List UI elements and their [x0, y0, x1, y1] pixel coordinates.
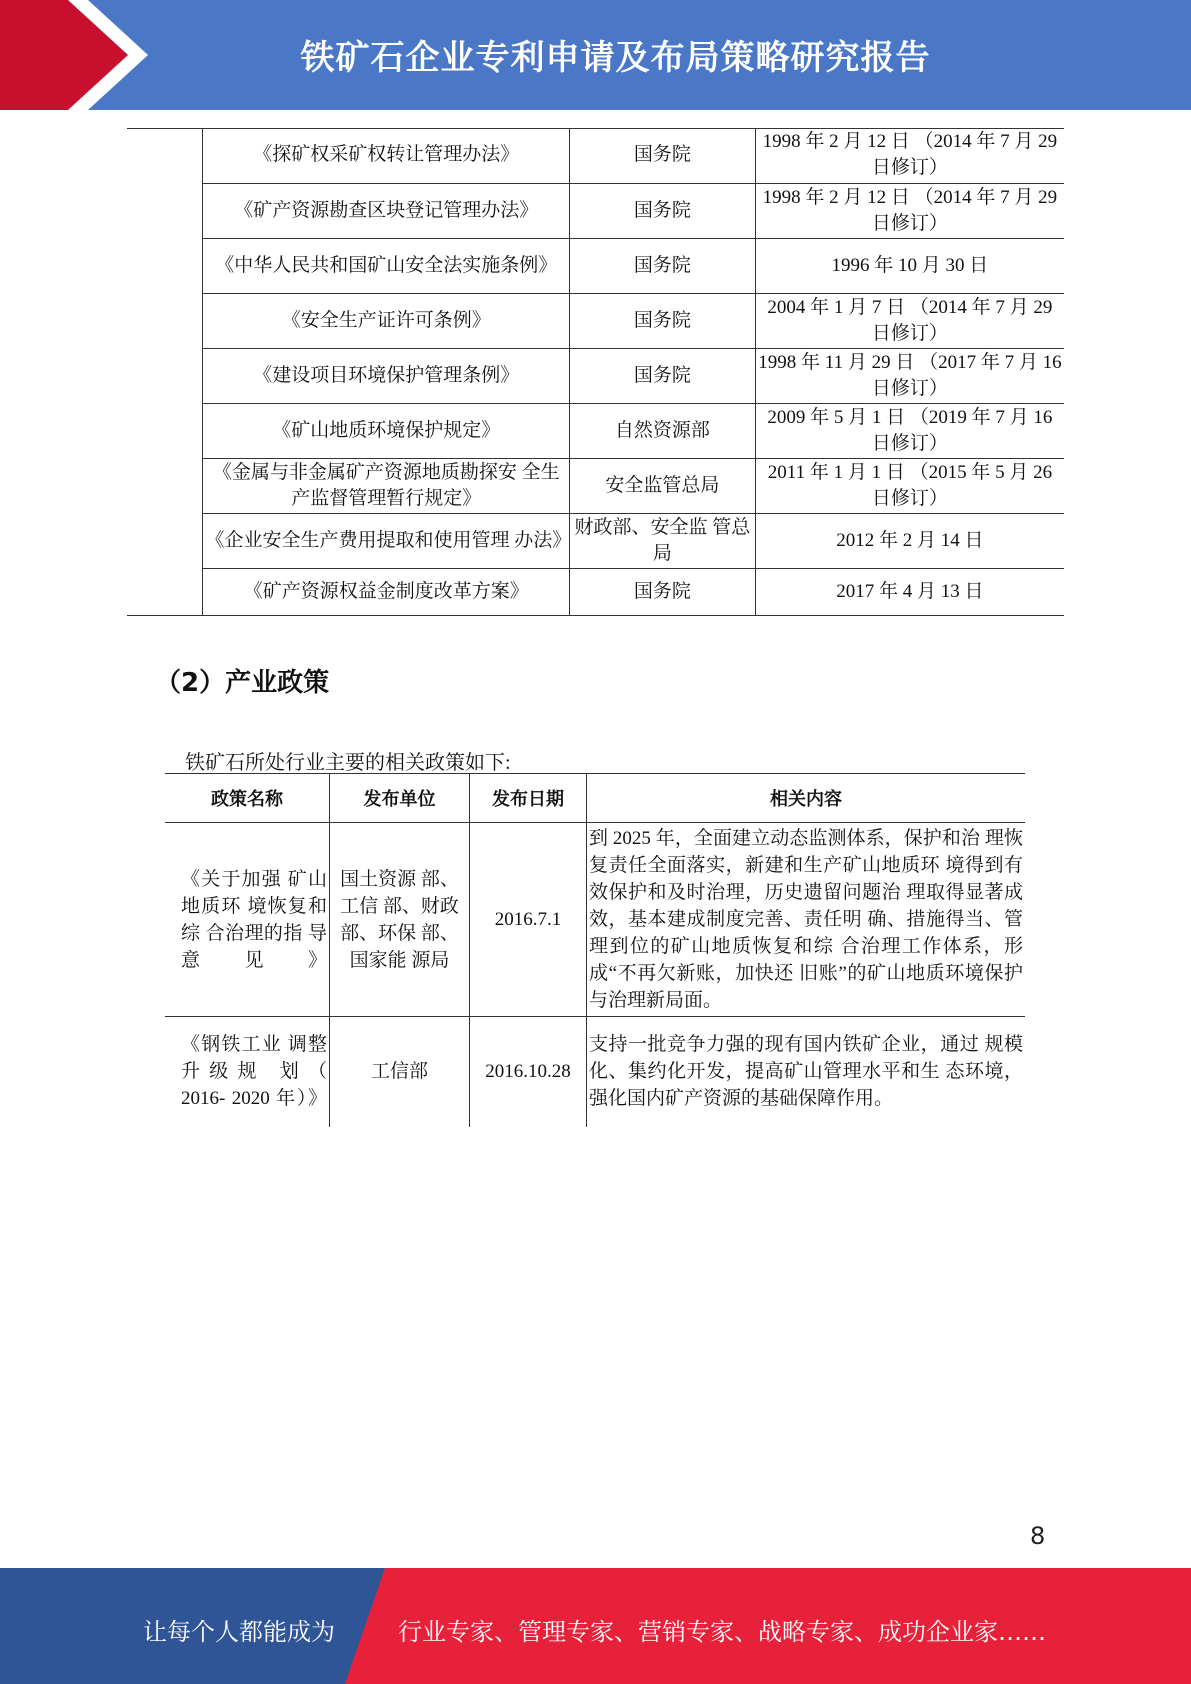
- law-issuer: 国务院: [569, 128, 755, 183]
- footer-slogan-left: 让每个人都能成为: [143, 1618, 335, 1646]
- policy-name: 《钢铁工业 调整升级规 划（ 2016- 2020 年）》: [181, 1034, 327, 1110]
- header-policy-name: 政策名称: [165, 774, 330, 823]
- law-issuer: 国务院: [569, 183, 755, 238]
- page-footer: [0, 1568, 1191, 1684]
- law-date: 2017 年 4 月 13 日: [755, 568, 1064, 615]
- table-row: [127, 348, 1064, 403]
- law-issuer: 自然资源部: [569, 403, 755, 458]
- law-issuer: 国务院: [569, 293, 755, 348]
- law-name: 《企业安全生产费用提取和使用管理 办法》: [203, 513, 570, 568]
- law-issuer: 国务院: [569, 568, 755, 615]
- policy-name: 《关于加强 矿山地质环 境恢复和综 合治理的指 导意见》: [165, 823, 330, 1017]
- policy-table-header-row: [165, 774, 1025, 823]
- report-title: 铁矿石企业专利申请及布局策略研究报告: [300, 38, 931, 78]
- law-date: 1998 年 2 月 12 日 （2014 年 7 月 29 日修订）: [755, 183, 1064, 238]
- law-name: 《矿产资源权益金制度改革方案》: [203, 568, 570, 615]
- table-row: [165, 1017, 1025, 1127]
- law-date: 2011 年 1 月 1 日 （2015 年 5 月 26 日修订）: [755, 458, 1064, 513]
- law-date: 1998 年 2 月 12 日 （2014 年 7 月 29 日修订）: [755, 128, 1064, 183]
- policy-content: 到 2025 年，全面建立动态监测体系，保护和治 理恢复责任全面落实，新建和生产矿山地质环 境得到有效保护和及时治理，历史遗留问题治 理取得显著成效，基本建成制度完善、责任明 确、措施得当、管理到位的矿山地质恢复和综 合治理工作体系，形成“不再欠新账，加快还 旧账”的矿山地质环境保护与治理新局面。: [587, 823, 1026, 1017]
- law-name: 《建设项目环境保护管理条例》: [203, 348, 570, 403]
- section-heading: （2）产业政策: [155, 668, 330, 698]
- law-issuer: 国务院: [569, 238, 755, 293]
- policy-date: 2016.7.1: [470, 823, 587, 1017]
- law-date: 2009 年 5 月 1 日 （2019 年 7 月 16 日修订）: [755, 403, 1064, 458]
- footer-slogan-right: 行业专家、管理专家、营销专家、战略专家、成功企业家……: [398, 1618, 1046, 1646]
- policy-table: [165, 773, 1025, 1127]
- table-row: [127, 403, 1064, 458]
- law-issuer: 国务院: [569, 348, 755, 403]
- law-date: 1998 年 11 月 29 日 （2017 年 7 月 16 日修订）: [755, 348, 1064, 403]
- law-issuer: 安全监管总局: [569, 458, 755, 513]
- law-issuer: 财政部、安全监 管总局: [569, 513, 755, 568]
- row-spacer-cell: [127, 128, 203, 615]
- section-intro: 铁矿石所处行业主要的相关政策如下:: [185, 752, 511, 774]
- policy-issuer: 国土资源 部、工信 部、财政部、环保 部、国家能 源局: [330, 823, 470, 1017]
- header-content: 相关内容: [587, 774, 1026, 823]
- policy-content: 支持一批竞争力强的现有国内铁矿企业，通过 规模化、集约化开发，提高矿山管理水平和生 态环境，强化国内矿产资源的基础保障作用。: [587, 1017, 1026, 1127]
- table-row: [127, 293, 1064, 348]
- table-row: [127, 458, 1064, 513]
- law-date: 2012 年 2 月 14 日: [755, 513, 1064, 568]
- page-header: [0, 0, 1191, 110]
- policy-issuer: 工信部: [330, 1017, 470, 1127]
- law-name: 《中华人民共和国矿山安全法实施条例》: [203, 238, 570, 293]
- table-row: [127, 238, 1064, 293]
- law-name: 《金属与非金属矿产资源地质勘探安 全生产监督管理暂行规定》: [203, 458, 570, 513]
- law-date: 2004 年 1 月 7 日 （2014 年 7 月 29 日修订）: [755, 293, 1064, 348]
- law-table: [127, 128, 1064, 616]
- table-row: [127, 513, 1064, 568]
- law-name: 《探矿权采矿权转让管理办法》: [203, 128, 570, 183]
- table-row: [165, 823, 1025, 1017]
- table-row: [127, 568, 1064, 615]
- policy-date: 2016.10.28: [470, 1017, 587, 1127]
- header-date: 发布日期: [470, 774, 587, 823]
- law-date: 1996 年 10 月 30 日: [755, 238, 1064, 293]
- table-row: [127, 183, 1064, 238]
- law-name: 《安全生产证许可条例》: [203, 293, 570, 348]
- header-issuer: 发布单位: [330, 774, 470, 823]
- table-row: [127, 128, 1064, 183]
- law-name: 《矿产资源勘查区块登记管理办法》: [203, 183, 570, 238]
- page-number: 8: [1030, 1522, 1046, 1550]
- law-name: 《矿山地质环境保护规定》: [203, 403, 570, 458]
